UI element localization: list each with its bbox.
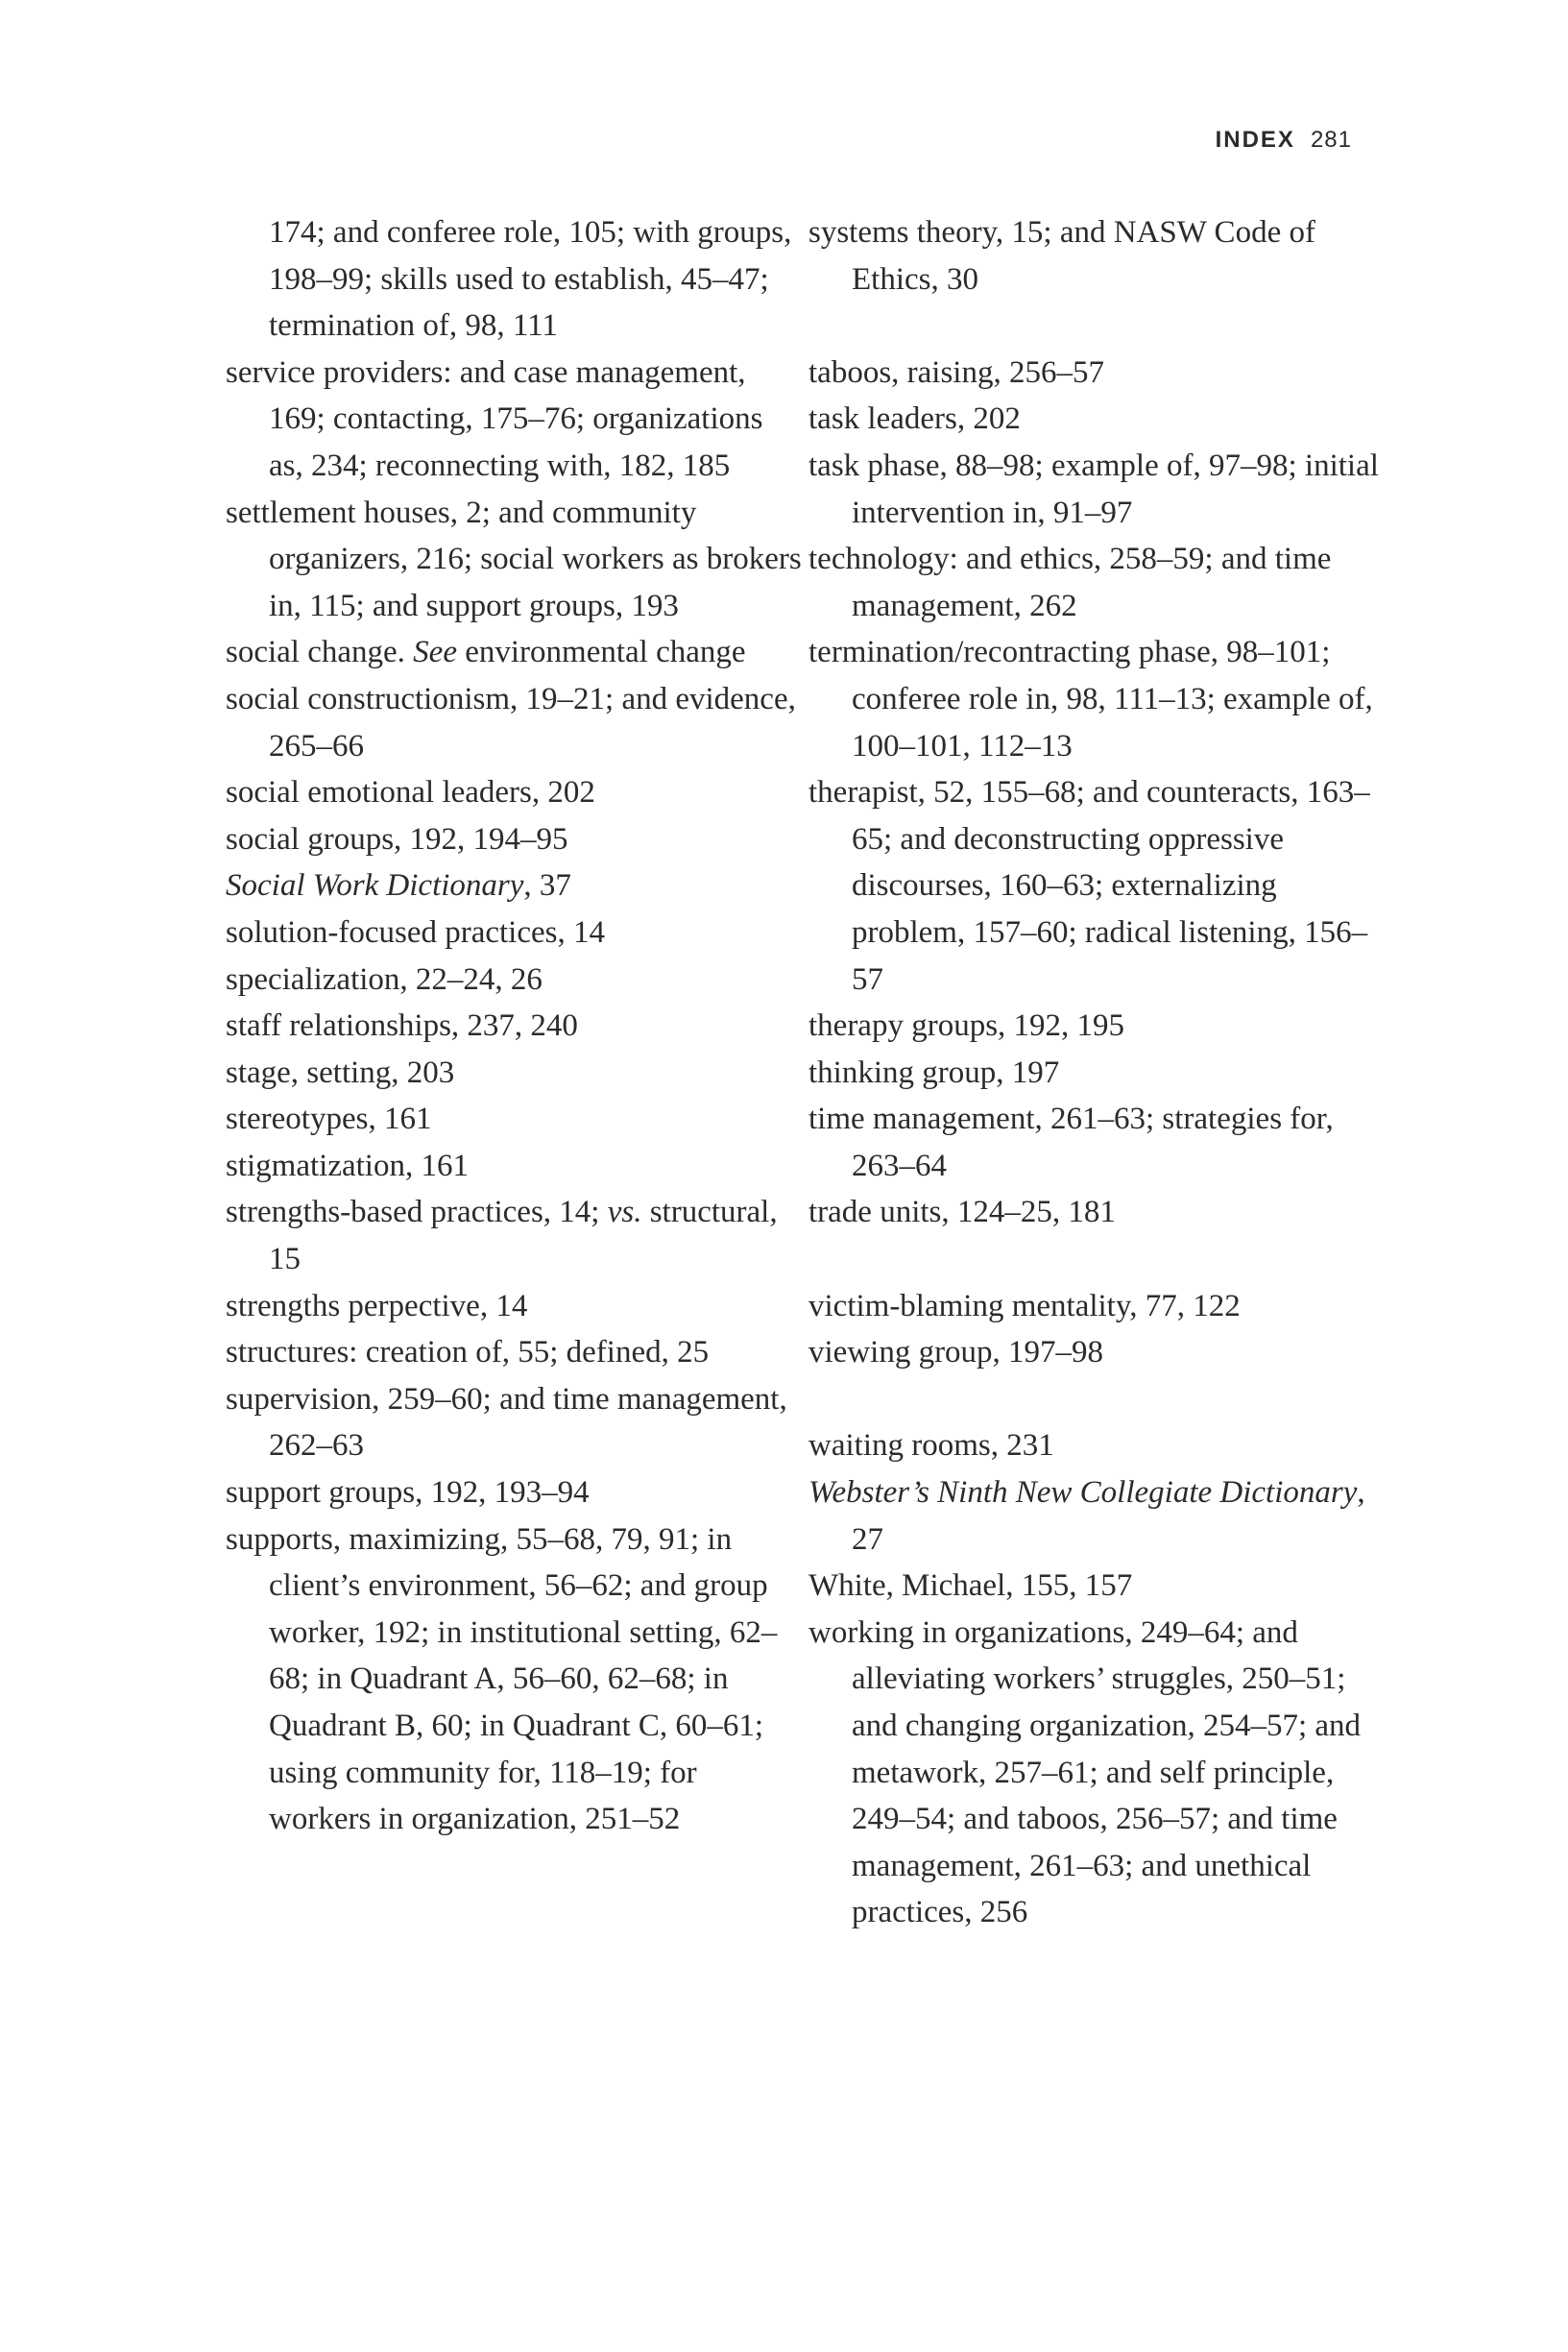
index-entry: victim-blaming mentality, 77, 122	[808, 1288, 1241, 1323]
entry-text: environmental change	[456, 635, 746, 670]
index-entry: working in organizations, 249–64; and alleviating workers’ struggles, 250–51; and changing organization, 254–57; and metawork, 257–61; and self principle, 249–54; and taboos, 256–57; and time management, 261–63; and unethical practices, 256	[808, 1614, 1362, 1930]
entry-text: , 37	[523, 868, 571, 904]
index-entry: strengths perpective, 14	[226, 1288, 528, 1323]
running-header	[1216, 127, 1352, 154]
index-entry: social groups, 192, 194–95	[226, 821, 568, 857]
index-column-left	[226, 209, 802, 1843]
index-entry: staff relationships, 237, 240	[226, 1008, 578, 1044]
entry-italic: vs.	[607, 1195, 642, 1230]
index-entry	[808, 1469, 1385, 1563]
index-entry: solution-focused practices, 14	[226, 914, 605, 950]
index-entry: task phase, 88–98; example of, 97–98; initial intervention in, 91–97	[808, 448, 1379, 530]
index-entry: support groups, 192, 193–94	[226, 1475, 590, 1511]
index-entry: specialization, 22–24, 26	[226, 961, 543, 997]
letter-group-gap	[808, 1236, 1385, 1283]
index-entry: thinking group, 197	[808, 1055, 1060, 1090]
index-entry: systems theory, 15; and NASW Code of Ethics, 30	[808, 215, 1315, 297]
index-entry: therapy groups, 192, 195	[808, 1008, 1125, 1044]
index-entry: time management, 261–63; strategies for, 263–64	[808, 1102, 1334, 1183]
entry-text: , 27	[852, 1475, 1365, 1557]
index-entry: therapist, 52, 155–68; and counteracts, 163–65; and deconstructing oppressive discourses, 160–63; externalizing problem, 157–60; radical listening, 156–57	[808, 775, 1370, 997]
index-entry: task leaders, 202	[808, 401, 1021, 437]
index-entry: termination/recontracting phase, 98–101; conferee role in, 98, 111–13; example of, 100–101, 112–13	[808, 635, 1373, 764]
entry-text: structural, 15	[269, 1195, 778, 1277]
index-entry	[226, 1189, 802, 1282]
header-label: INDEX	[1215, 127, 1295, 153]
index-entry: social emotional leaders, 202	[226, 775, 595, 811]
entry-italic: Webster’s Ninth New Collegiate Dictionary	[808, 1475, 1358, 1511]
index-entry	[226, 862, 802, 909]
entry-text: strengths-based practices, 14;	[226, 1195, 608, 1230]
index-entry: settlement houses, 2; and community organizers, 216; social workers as brokers in, 115; and support groups, 193	[226, 495, 802, 623]
page-number: 281	[1310, 127, 1352, 153]
entry-italic: Social Work Dictionary	[226, 868, 524, 904]
letter-group-gap	[808, 303, 1385, 350]
index-entry: taboos, raising, 256–57	[808, 354, 1104, 390]
index-entry: viewing group, 197–98	[808, 1335, 1104, 1370]
index-entry: stereotypes, 161	[226, 1102, 432, 1137]
index-entry: supports, maximizing, 55–68, 79, 91; in client’s environment, 56–62; and group worker, 192; in institutional setting, 62–68; in Quadrant A, 56–60, 62–68; in Quadrant B, 60; in Quadrant C, 60–61; using community for, 118–19; for workers in organization, 251–52	[226, 1521, 778, 1837]
index-entry	[226, 629, 802, 676]
index-entry: stage, setting, 203	[226, 1055, 455, 1090]
index-entry: supervision, 259–60; and time management, 262–63	[226, 1381, 787, 1464]
index-entry: trade units, 124–25, 181	[808, 1195, 1116, 1230]
index-entry: technology: and ethics, 258–59; and time management, 262	[808, 542, 1332, 623]
entry-text: social change.	[226, 635, 414, 670]
letter-group-gap	[808, 1376, 1385, 1423]
index-entry: 174; and conferee role, 105; with groups, 198–99; skills used to establish, 45–47; termination of, 98, 111	[269, 215, 792, 344]
index-entry: structures: creation of, 55; defined, 25	[226, 1335, 710, 1370]
index-entry: waiting rooms, 231	[808, 1428, 1054, 1464]
index-entry: stigmatization, 161	[226, 1148, 469, 1183]
index-entry: service providers: and case management, 169; contacting, 175–76; organizations as, 234; reconnecting with, 182, 185	[226, 354, 763, 483]
index-entry: White, Michael, 155, 157	[808, 1568, 1133, 1604]
index-entry: social constructionism, 19–21; and evidence, 265–66	[226, 681, 796, 764]
entry-italic: See	[413, 635, 457, 670]
index-column-right	[808, 209, 1385, 1936]
